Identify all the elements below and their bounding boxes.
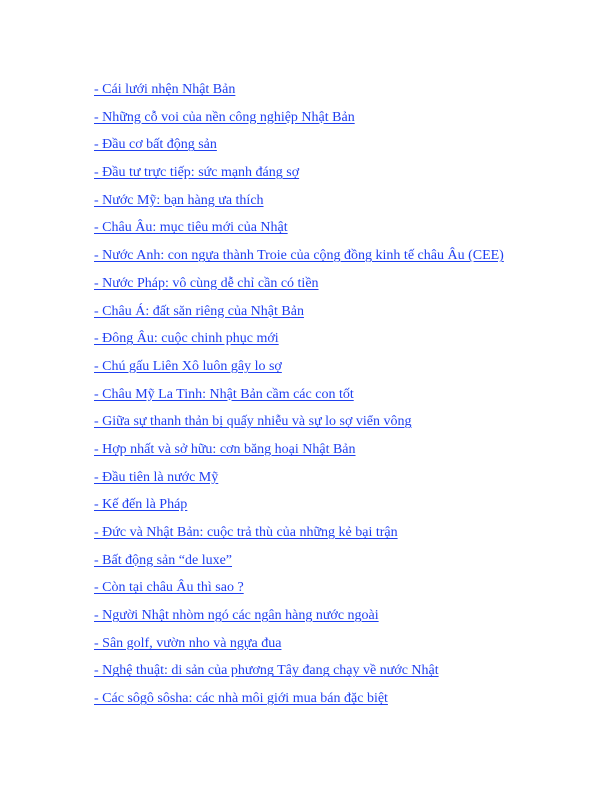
toc-item	[94, 218, 504, 246]
toc-item	[94, 689, 504, 717]
toc-item	[94, 661, 504, 689]
toc-link[interactable]: - Đông Âu: cuộc chinh phục mới	[94, 331, 279, 347]
toc-link[interactable]: - Nước Anh: con ngựa thành Troie của cộng đồng kinh tế châu Âu (CEE)	[94, 248, 504, 264]
toc-item	[94, 163, 504, 191]
toc-item	[94, 495, 504, 523]
toc-item	[94, 329, 504, 357]
toc-link[interactable]: - Còn tại châu Âu thì sao ?	[94, 580, 244, 596]
toc-item	[94, 606, 504, 634]
toc-link[interactable]: - Đầu tư trực tiếp: sức mạnh đáng sợ	[94, 165, 300, 181]
toc-item	[94, 135, 504, 163]
toc-item	[94, 191, 504, 219]
toc-link[interactable]: - Đầu cơ bất động sản	[94, 137, 217, 153]
toc-item	[94, 412, 504, 440]
toc-item	[94, 578, 504, 606]
toc-link[interactable]: - Nghệ thuật: di sản của phương Tây đang chạy về nước Nhật	[94, 663, 439, 679]
toc-link[interactable]: - Nước Mỹ: bạn hàng ưa thích	[94, 192, 264, 208]
toc-link[interactable]: - Bất động sản “de luxe”	[94, 552, 233, 568]
table-of-contents	[94, 80, 504, 717]
toc-link[interactable]: - Kế đến là Pháp	[94, 497, 188, 513]
toc-item	[94, 385, 504, 413]
toc-link[interactable]: - Châu Âu: mục tiêu mới của Nhật	[94, 220, 288, 236]
toc-link[interactable]: - Những cỗ voi của nền công nghiệp Nhật Bản	[94, 109, 355, 125]
toc-item	[94, 523, 504, 551]
toc-link[interactable]: - Sân golf, vườn nho và ngựa đua	[94, 635, 282, 651]
toc-item	[94, 108, 504, 136]
toc-link[interactable]: - Châu Mỹ La Tinh: Nhật Bản cầm các con tốt	[94, 386, 354, 402]
toc-link[interactable]: - Hợp nhất và sở hữu: cơn băng hoại Nhật Bản	[94, 441, 356, 457]
toc-item	[94, 80, 504, 108]
toc-item	[94, 551, 504, 579]
toc-link[interactable]: - Người Nhật nhòm ngó các ngân hàng nước ngoài	[94, 608, 379, 624]
toc-item	[94, 302, 504, 330]
toc-item	[94, 246, 504, 274]
toc-link[interactable]: - Nước Pháp: vô cùng dễ chỉ cần có tiền	[94, 275, 319, 291]
toc-link[interactable]: - Đầu tiên là nước Mỹ	[94, 469, 219, 485]
toc-item	[94, 634, 504, 662]
toc-link[interactable]: - Châu Á: đất săn riêng của Nhật Bản	[94, 303, 304, 319]
toc-link[interactable]: - Chú gấu Liên Xô luôn gây lo sợ	[94, 358, 282, 374]
toc-link[interactable]: - Các sôgô sôsha: các nhà môi giới mua bán đặc biệt	[94, 691, 388, 707]
toc-item	[94, 357, 504, 385]
toc-link[interactable]: - Giữa sự thanh thản bị quấy nhiễu và sự lo sợ viển vông	[94, 414, 412, 430]
toc-item	[94, 468, 504, 496]
toc-link[interactable]: - Đức và Nhật Bản: cuộc trả thù của những kẻ bại trận	[94, 525, 398, 540]
toc-item	[94, 440, 504, 468]
toc-item	[94, 274, 504, 302]
toc-link[interactable]: - Cái lưới nhện Nhật Bản	[94, 82, 236, 97]
